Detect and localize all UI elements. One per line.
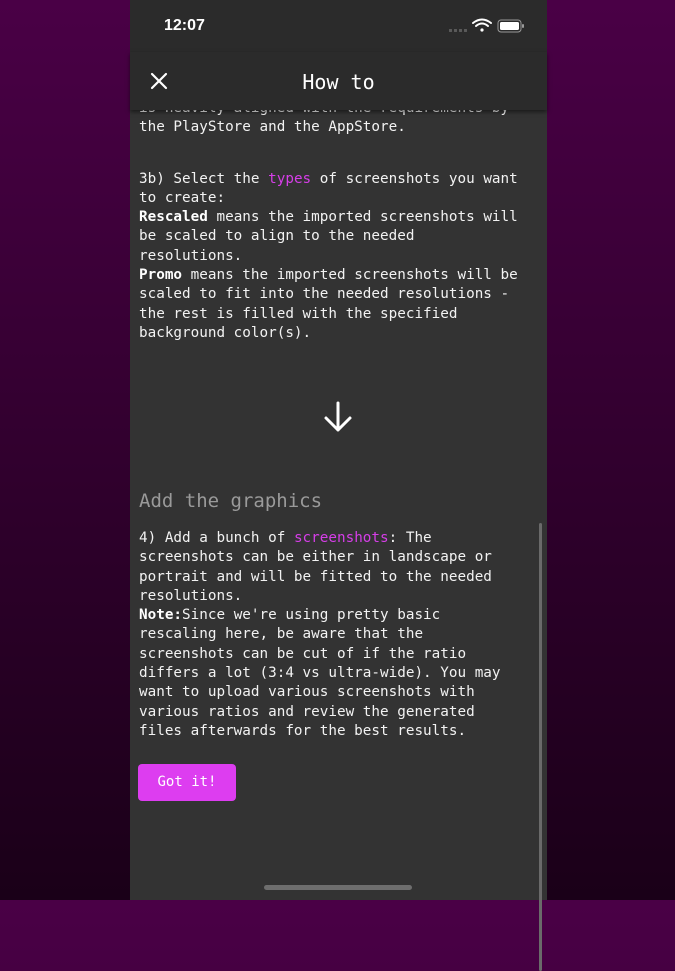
status-time: 12:07 (164, 17, 205, 34)
highlight-term: screenshots (293, 530, 389, 546)
arrow-down-icon (322, 400, 354, 434)
bold-term: Promo (139, 267, 183, 284)
app-bar (130, 52, 547, 110)
text-run: Since we're using pretty basic rescaling here, be aware that the screenshots can be cut of if the ratio differs a lot (3:4 vs ultra-wide). You may want to upload various screenshots with various ratios and review the generated files afterwards for the best results. (139, 607, 501, 739)
highlight-term: types (268, 170, 312, 187)
text-run: means the imported screenshots will be scaled to align to the needed resolutions. (139, 209, 518, 264)
text-run: : The screenshots can be either in landscape or portrait and will be fitted to the needed resolutions. (139, 530, 492, 604)
how-to-content[interactable] (130, 110, 547, 900)
bold-term: Note: (139, 607, 183, 624)
step-4-text (139, 529, 544, 741)
text-run: the PlayStore and the AppStore. (139, 119, 406, 136)
wifi-icon (473, 20, 491, 32)
text-run: of screenshots you want to create: (139, 170, 518, 206)
status-bar (130, 0, 547, 52)
text-run: means the imported screenshots will be scaled to fit into the needed resolutions - the rest is filled with the specified background color(s). (139, 267, 518, 341)
phone-screen (130, 0, 547, 900)
scrollbar[interactable] (539, 523, 542, 971)
got-it-button[interactable]: Got it! (138, 764, 236, 801)
scroll-container (139, 99, 539, 343)
signal-icon (449, 29, 467, 32)
section-title: Add the graphics (139, 490, 323, 512)
bold-term: Rescaled (139, 209, 208, 226)
step-3b-text (139, 170, 539, 344)
status-icons (449, 18, 525, 34)
home-indicator (264, 885, 412, 890)
battery-icon (498, 20, 524, 32)
text-run: 4) Add a bunch of (139, 530, 294, 546)
spacer (139, 138, 539, 170)
page-title: How to (302, 70, 375, 94)
text-run: 3b) Select the (139, 170, 269, 187)
